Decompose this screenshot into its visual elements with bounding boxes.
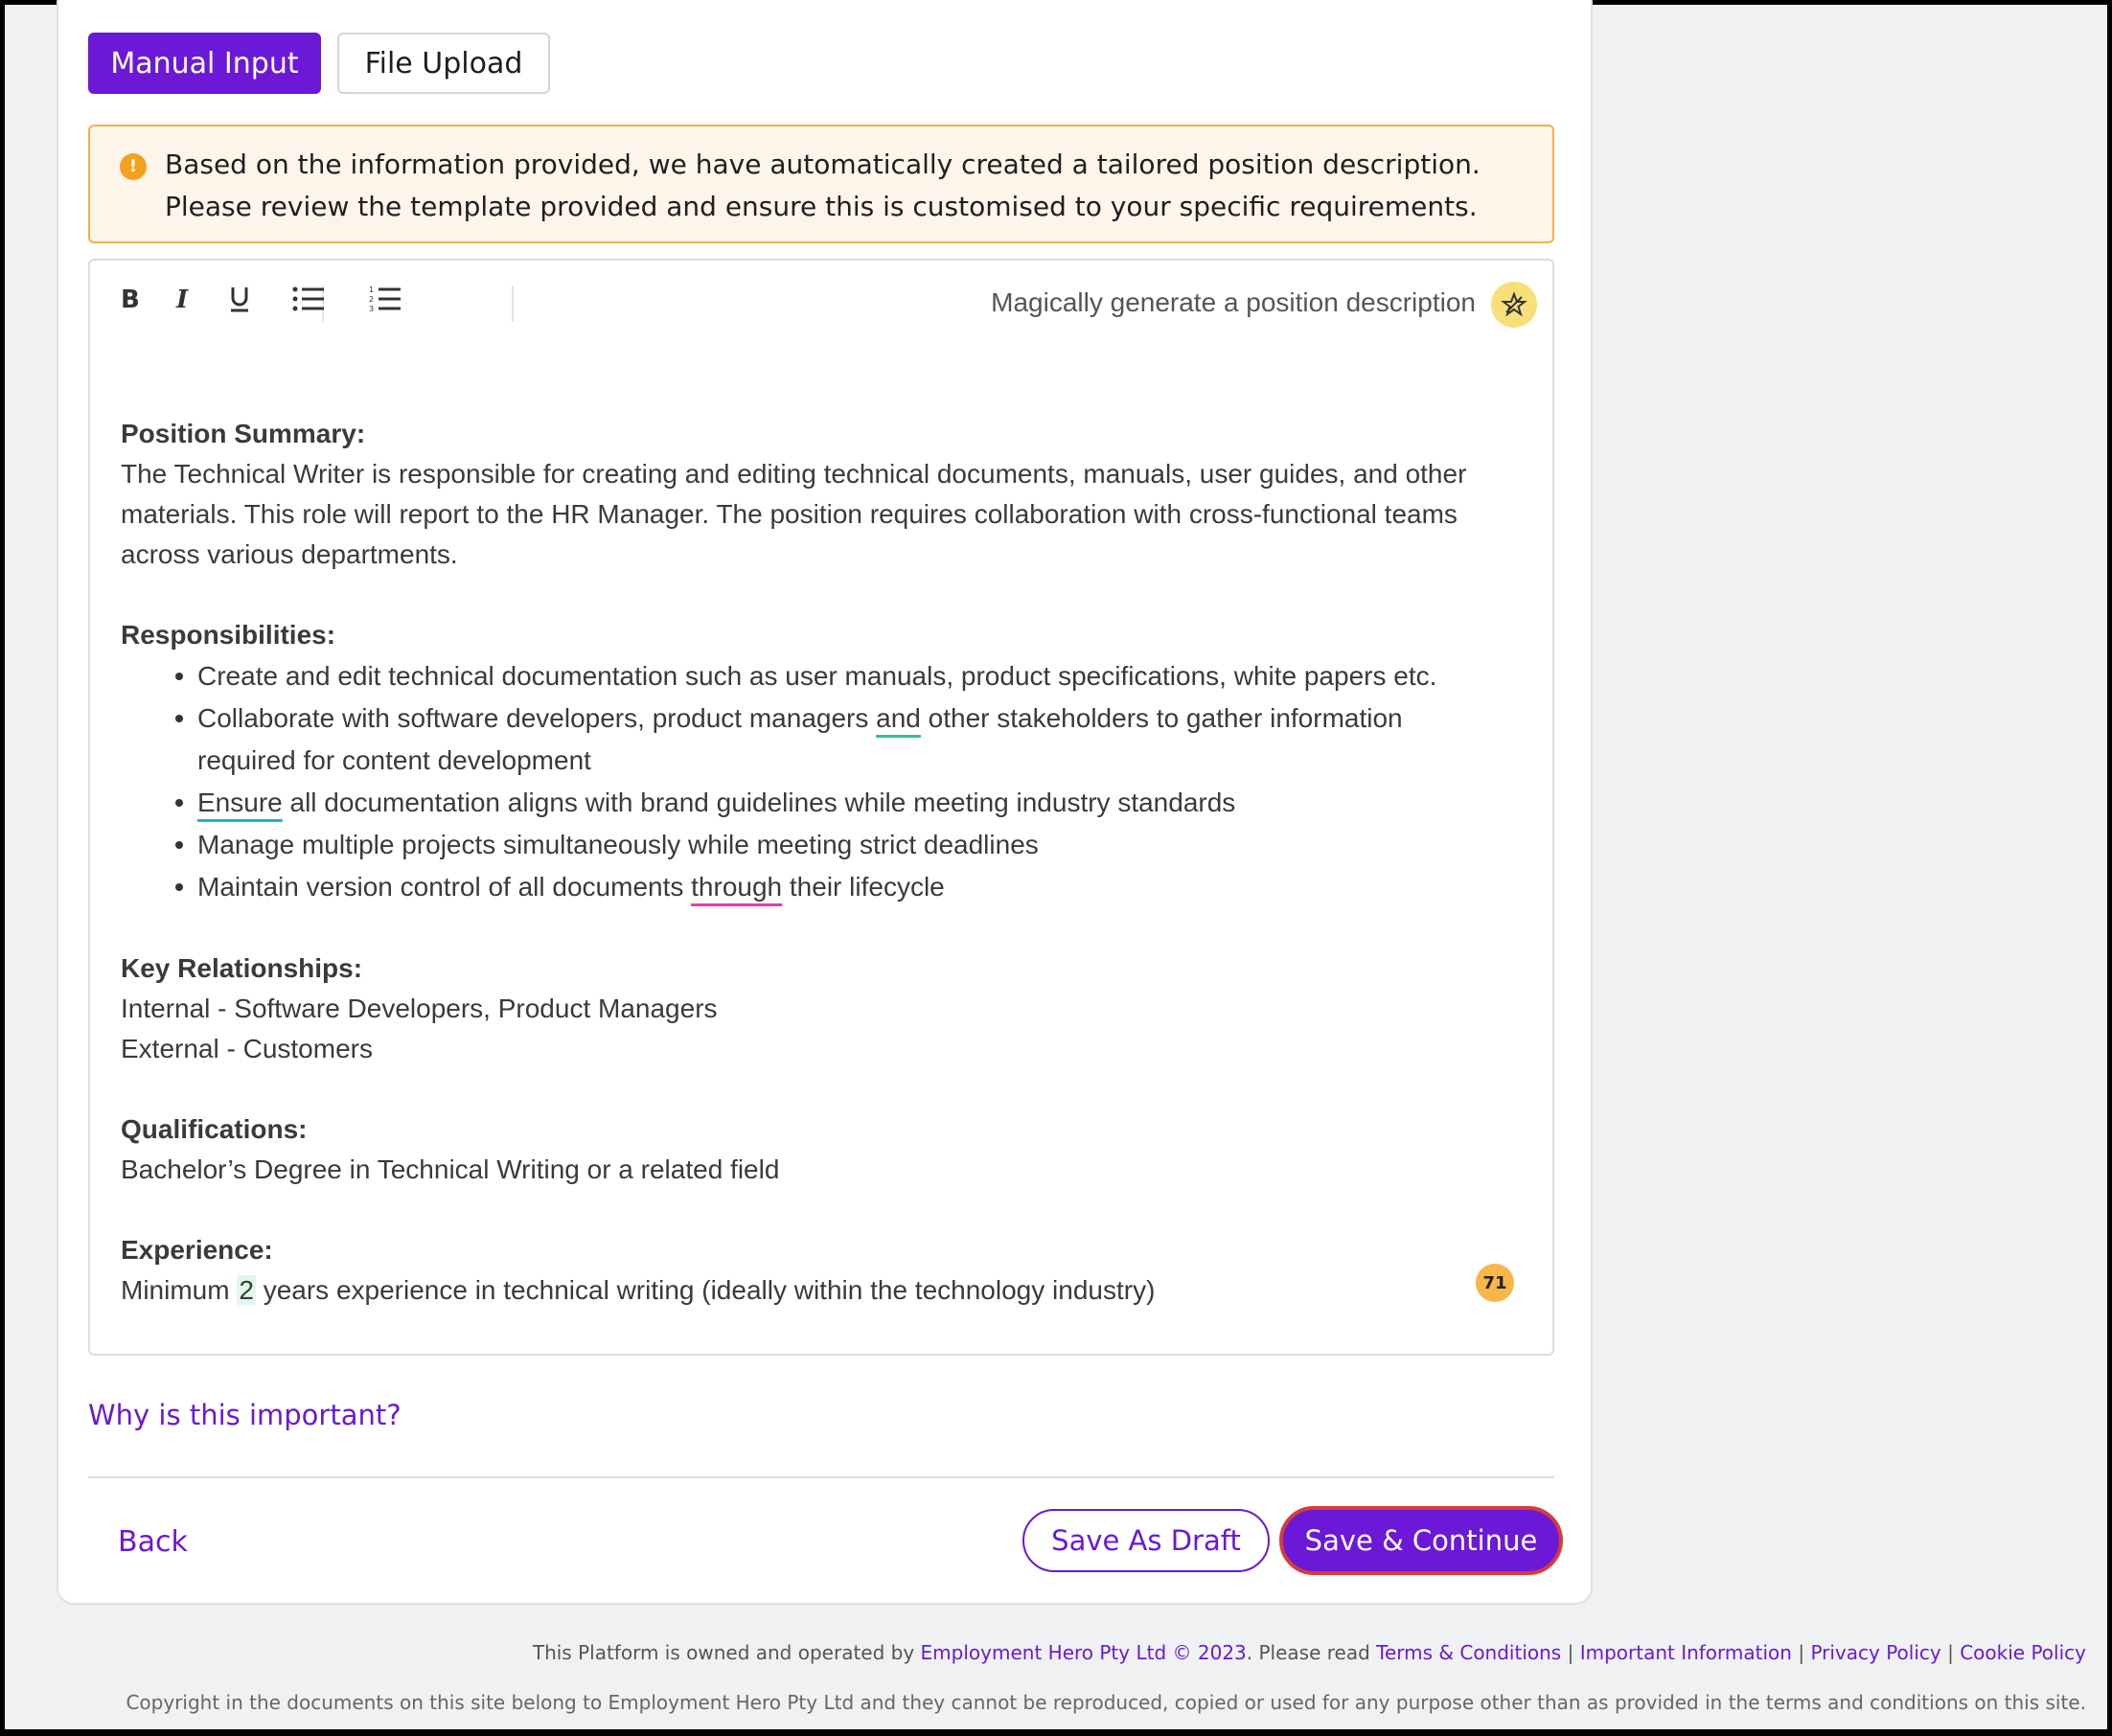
toolbar-divider [512, 286, 514, 322]
bullet-list-icon[interactable] [289, 280, 328, 318]
svg-text:1: 1 [369, 286, 375, 294]
info-alert [88, 125, 1554, 243]
tab-file-upload[interactable]: File Upload [337, 33, 550, 94]
experience-text-part: years experience in technical writing (ideally within the technology industry) [263, 1275, 1156, 1305]
privacy-policy-link[interactable]: Privacy Policy [1810, 1641, 1941, 1664]
magic-wand-icon[interactable] [1491, 282, 1537, 328]
cookie-policy-link[interactable]: Cookie Policy [1960, 1641, 2086, 1664]
input-mode-tabs [88, 33, 550, 94]
editor-toolbar [90, 261, 1552, 337]
page-frame [5, 5, 2107, 1729]
bold-icon[interactable] [111, 280, 149, 318]
summary-line: The Technical Writer is responsible for creating and editing technical documents, manuals, user guides, and other [121, 459, 1467, 489]
footer-text: . Please read [1246, 1641, 1370, 1664]
save-as-draft-button[interactable]: Save As Draft [1022, 1509, 1270, 1572]
footer-separator: | [1798, 1641, 1805, 1664]
rich-text-editor[interactable] [88, 259, 1554, 1356]
position-summary-heading: Position Summary: [121, 419, 366, 448]
company-link[interactable]: Employment Hero Pty Ltd © 2023 [920, 1641, 1247, 1664]
italic-icon[interactable] [165, 280, 203, 318]
list-item-text: their lifecycle [789, 872, 945, 902]
summary-line: materials. This role will report to the HR Manager. The position requires collaboration with cross-functional teams [121, 499, 1458, 529]
why-important-link[interactable]: Why is this important? [88, 1399, 402, 1431]
footer-copyright: Copyright in the documents on this site belong to Employment Hero Pty Ltd and they cannot be reproduced, copied or used for any purpose other than as provided in the terms and conditions on this site. [126, 1691, 2086, 1714]
grammar-suggestion[interactable]: and [876, 703, 921, 733]
tab-manual-input[interactable]: Manual Input [88, 33, 321, 94]
list-item-text: Collaborate with software developers, product managers [197, 703, 869, 733]
editor-content[interactable] [121, 414, 1520, 1311]
footer-ownership [533, 1641, 2086, 1664]
experience-text [121, 1270, 1520, 1311]
list-item-text: other stakeholders to gather information [928, 703, 1403, 733]
external-relationships: External - Customers [121, 1034, 373, 1063]
alert-line-2: Please review the template provided and ensure this is customised to your specific requirements. [165, 191, 1478, 222]
magic-generate-label[interactable]: Magically generate a position description [991, 287, 1476, 317]
list-item [121, 824, 1520, 866]
important-info-link[interactable]: Important Information [1579, 1641, 1792, 1664]
alert-line-1: Based on the information provided, we have automatically created a tailored position description. [165, 148, 1481, 180]
qualifications-text: Bachelor’s Degree in Technical Writing or a related field [121, 1154, 780, 1184]
highlighted-number[interactable]: 2 [239, 1275, 254, 1305]
svg-text:2: 2 [369, 295, 375, 304]
list-item [121, 655, 1520, 697]
list-item-text: all documentation aligns with brand guidelines while meeting industry standards [289, 788, 1236, 817]
underline-icon[interactable] [220, 280, 259, 318]
list-item [121, 697, 1520, 782]
footer-separator: | [1947, 1641, 1954, 1664]
numbered-list-icon[interactable] [366, 280, 404, 318]
qualifications-heading: Qualifications: [121, 1114, 308, 1144]
style-suggestion[interactable]: Ensure [197, 788, 283, 817]
svg-text:I: I [176, 286, 189, 311]
save-and-continue-button[interactable]: Save & Continue [1279, 1506, 1563, 1575]
svg-text:3: 3 [369, 305, 375, 313]
experience-heading: Experience: [121, 1235, 273, 1265]
word-choice-suggestion[interactable]: through [691, 872, 783, 902]
internal-relationships: Internal - Software Developers, Product Managers [121, 994, 718, 1023]
list-item-text: Create and edit technical documentation such as user manuals, product specifications, white papers etc. [197, 661, 1437, 691]
summary-line: across various departments. [121, 539, 458, 569]
list-item [121, 782, 1520, 824]
writing-score-badge[interactable]: 71 [1476, 1264, 1514, 1302]
key-relationships-heading: Key Relationships: [121, 953, 363, 983]
responsibilities-heading: Responsibilities: [121, 620, 336, 650]
list-item-text: Maintain version control of all documents [197, 872, 684, 902]
warning-icon: ! [120, 153, 147, 180]
back-button[interactable]: Back [118, 1525, 188, 1559]
responsibilities-list [121, 655, 1520, 908]
list-item [121, 866, 1520, 908]
list-item-text: Manage multiple projects simultaneously while meeting strict deadlines [197, 830, 1039, 859]
terms-link[interactable]: Terms & Conditions [1376, 1641, 1562, 1664]
footer-separator: | [1567, 1641, 1574, 1664]
divider [88, 1476, 1554, 1478]
svg-text:B: B [121, 286, 140, 311]
experience-text-part: Minimum [121, 1275, 230, 1305]
footer-text: This Platform is owned and operated by [532, 1641, 915, 1664]
list-item-text: required for content development [197, 745, 591, 775]
